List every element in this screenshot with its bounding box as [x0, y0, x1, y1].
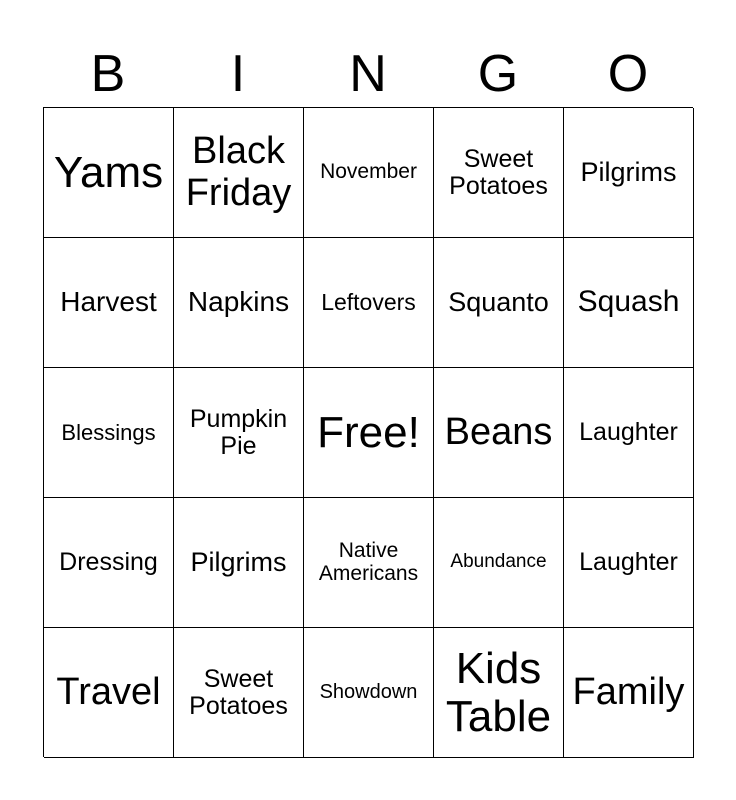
bingo-cell[interactable] — [564, 238, 694, 368]
cell-label: November — [320, 160, 417, 184]
cell-label: Squanto — [448, 286, 549, 317]
bingo-cell[interactable] — [564, 628, 694, 758]
cell-label: Kids Table — [445, 643, 552, 741]
cell-label: Harvest — [60, 286, 157, 318]
bingo-cell[interactable] — [44, 368, 174, 498]
bingo-cell[interactable] — [564, 108, 694, 238]
cell-label: Blessings — [61, 419, 156, 445]
free-space: Free! — [317, 407, 420, 457]
bingo-cell[interactable] — [174, 108, 304, 238]
bingo-cell[interactable] — [174, 498, 304, 628]
bingo-cell[interactable] — [564, 498, 694, 628]
header-letter-o: O — [607, 45, 649, 103]
bingo-cell[interactable] — [434, 238, 564, 368]
cell-label: Laughter — [579, 418, 678, 446]
bingo-header — [43, 40, 693, 108]
bingo-cell[interactable] — [44, 238, 174, 368]
cell-label: Pilgrims — [190, 546, 287, 577]
bingo-cell[interactable] — [434, 108, 564, 238]
cell-label: Native Americans — [318, 538, 419, 585]
cell-label: Pumpkin Pie — [189, 404, 288, 460]
cell-label: Abundance — [450, 551, 547, 573]
bingo-cell[interactable] — [304, 498, 434, 628]
cell-label: Laughter — [579, 548, 678, 576]
cell-label: Napkins — [187, 286, 290, 318]
cell-label: Yams — [53, 147, 164, 197]
bingo-cell[interactable] — [434, 368, 564, 498]
bingo-cell[interactable] — [304, 368, 434, 498]
bingo-cell[interactable] — [564, 368, 694, 498]
cell-label: Sweet Potatoes — [189, 664, 288, 720]
bingo-cell[interactable] — [174, 238, 304, 368]
bingo-cell[interactable] — [304, 108, 434, 238]
bingo-cell[interactable] — [44, 498, 174, 628]
header-letter-i: I — [230, 45, 246, 103]
cell-label: Pilgrims — [580, 156, 677, 187]
cell-label: Sweet Potatoes — [449, 144, 548, 200]
cell-label: Squash — [577, 285, 680, 319]
bingo-cell[interactable] — [174, 628, 304, 758]
header-letter-g: G — [477, 45, 519, 103]
cell-label: Leftovers — [321, 289, 416, 316]
header-letter-n: N — [349, 45, 387, 103]
cell-label: Travel — [56, 670, 161, 713]
header-letter-b: B — [90, 45, 126, 103]
cell-label: Family — [572, 670, 685, 713]
cell-label: Dressing — [59, 548, 158, 576]
bingo-cell[interactable] — [304, 238, 434, 368]
cell-label: Black Friday — [185, 130, 292, 214]
bingo-board — [43, 107, 693, 757]
cell-label: Beans — [444, 410, 553, 453]
bingo-cell[interactable] — [44, 628, 174, 758]
bingo-cell[interactable] — [434, 628, 564, 758]
bingo-cell[interactable] — [304, 628, 434, 758]
bingo-cell[interactable] — [174, 368, 304, 498]
cell-label: Showdown — [319, 680, 418, 703]
bingo-cell[interactable] — [434, 498, 564, 628]
bingo-cell[interactable] — [44, 108, 174, 238]
